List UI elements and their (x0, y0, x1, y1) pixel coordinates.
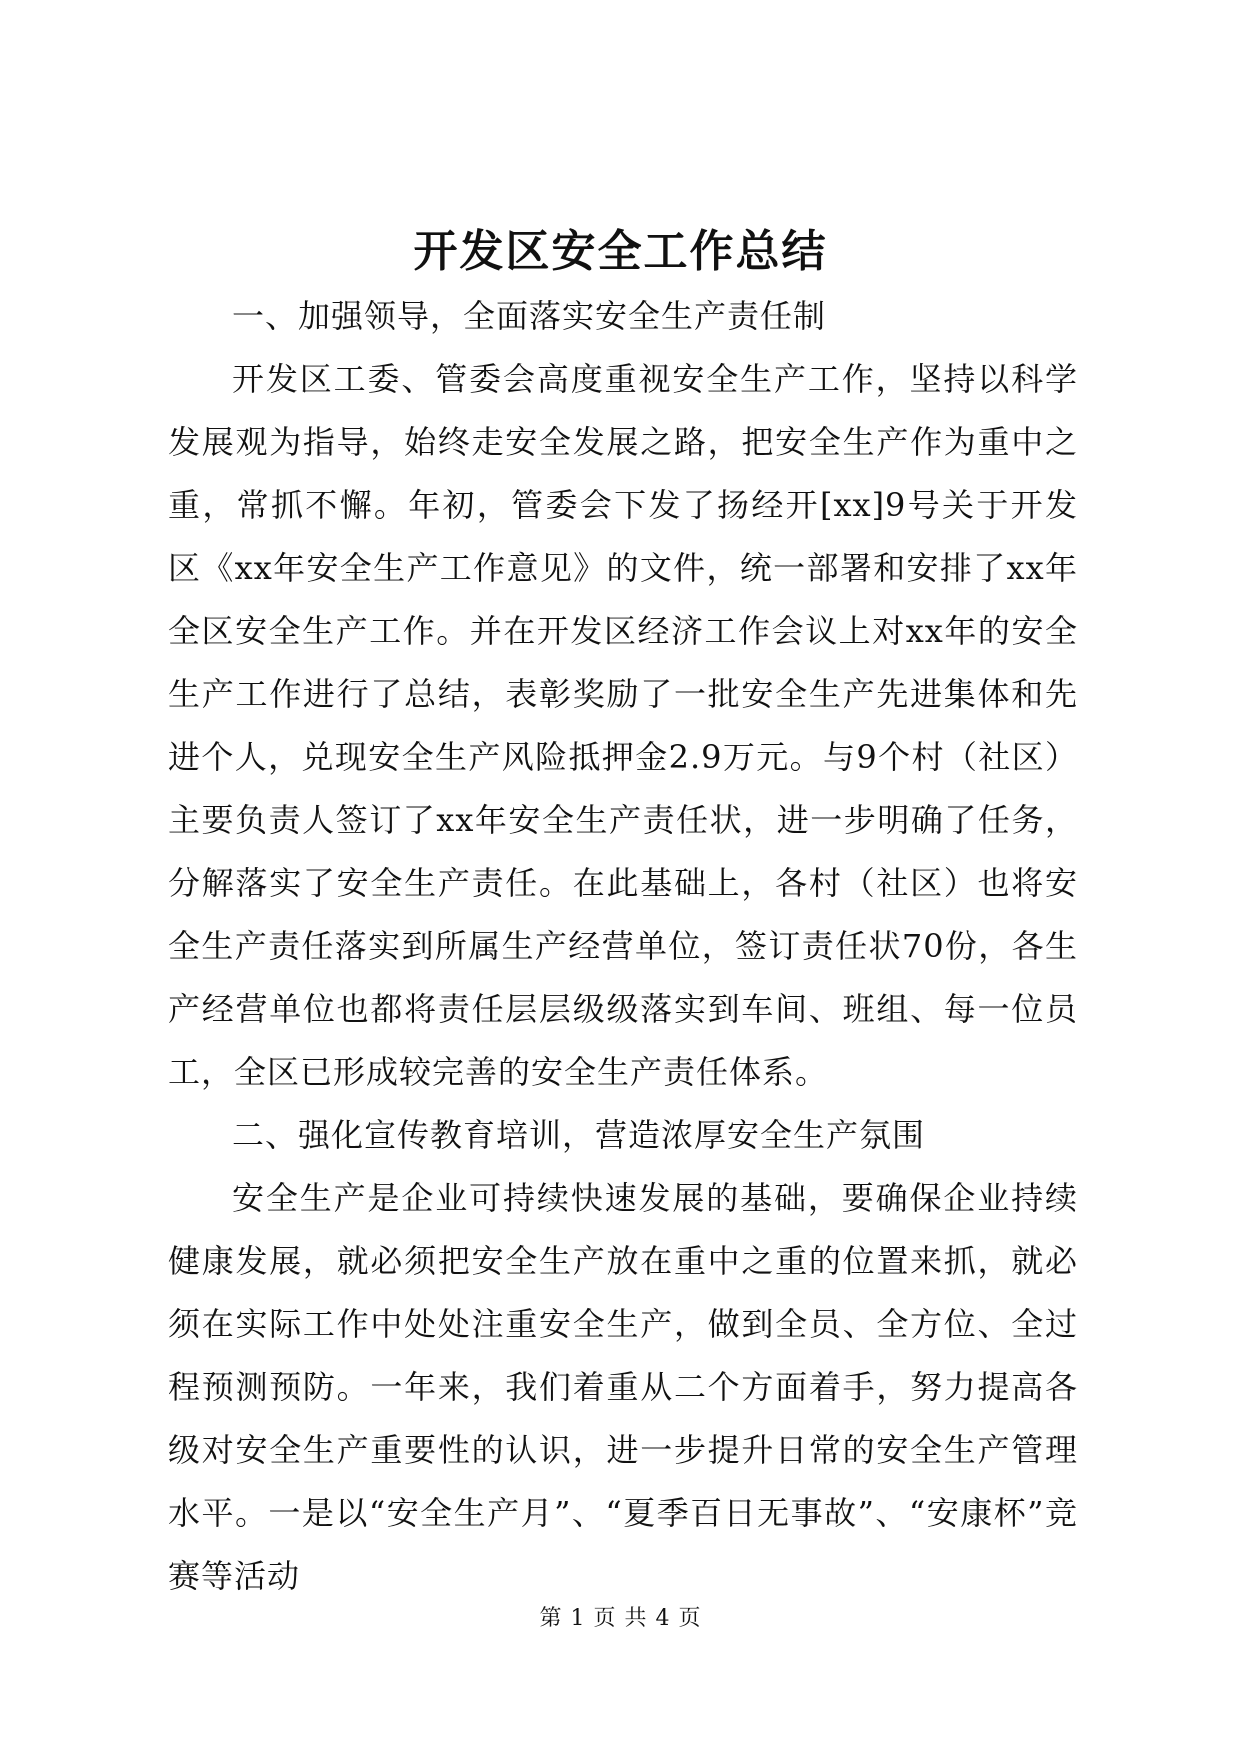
section-paragraph-2: 安全生产是企业可持续快速发展的基础，要确保企业持续健康发展，就必须把安全生产放在重中之重的位置来抓，就必须在实际工作中处处注重安全生产，做到全员、全方位、全过程预测预防。一年来，我们着重从二个方面着手，努力提高各级对安全生产重要性的认识，进一步提升日常的安全生产管理水平。一是以“安全生产月”、“夏季百日无事故”、“安康杯”竞赛等活动 (168, 1179, 1078, 1595)
section-heading-2: 二、强化宣传教育培训，营造浓厚安全生产氛围 (232, 1116, 926, 1154)
page-indicator: 第 1 页 共 4 页 (539, 1606, 702, 1631)
section-paragraph-1: 开发区工委、管委会高度重视安全生产工作，坚持以科学发展观为指导，始终走安全发展之路，把安全生产作为重中之重，常抓不懈。年初，管委会下发了扬经开[xx]9号关于开发区《xx年安全生产工作意见》的文件，统一部署和安排了xx年全区安全生产工作。并在开发区经济工作会议上对xx年的安全生产工作进行了总结，表彰奖励了一批安全生产先进集体和先进个人，兑现安全生产风险抵押金2.9万元。与9个村（社区）主要负责人签订了xx年安全生产责任状，进一步明确了任务，分解落实了安全生产责任。在此基础上，各村（社区）也将安全生产责任落实到所属生产经营单位，签订责任状70份，各生产经营单位也都将责任层层级级落实到车间、班组、每一位员工，全区已形成较完善的安全生产责任体系。 (168, 360, 1078, 1091)
document-title: 开发区安全工作总结 (413, 226, 828, 277)
section-heading-1: 一、加强领导，全面落实安全生产责任制 (232, 297, 827, 335)
document-body (168, 285, 1078, 1608)
